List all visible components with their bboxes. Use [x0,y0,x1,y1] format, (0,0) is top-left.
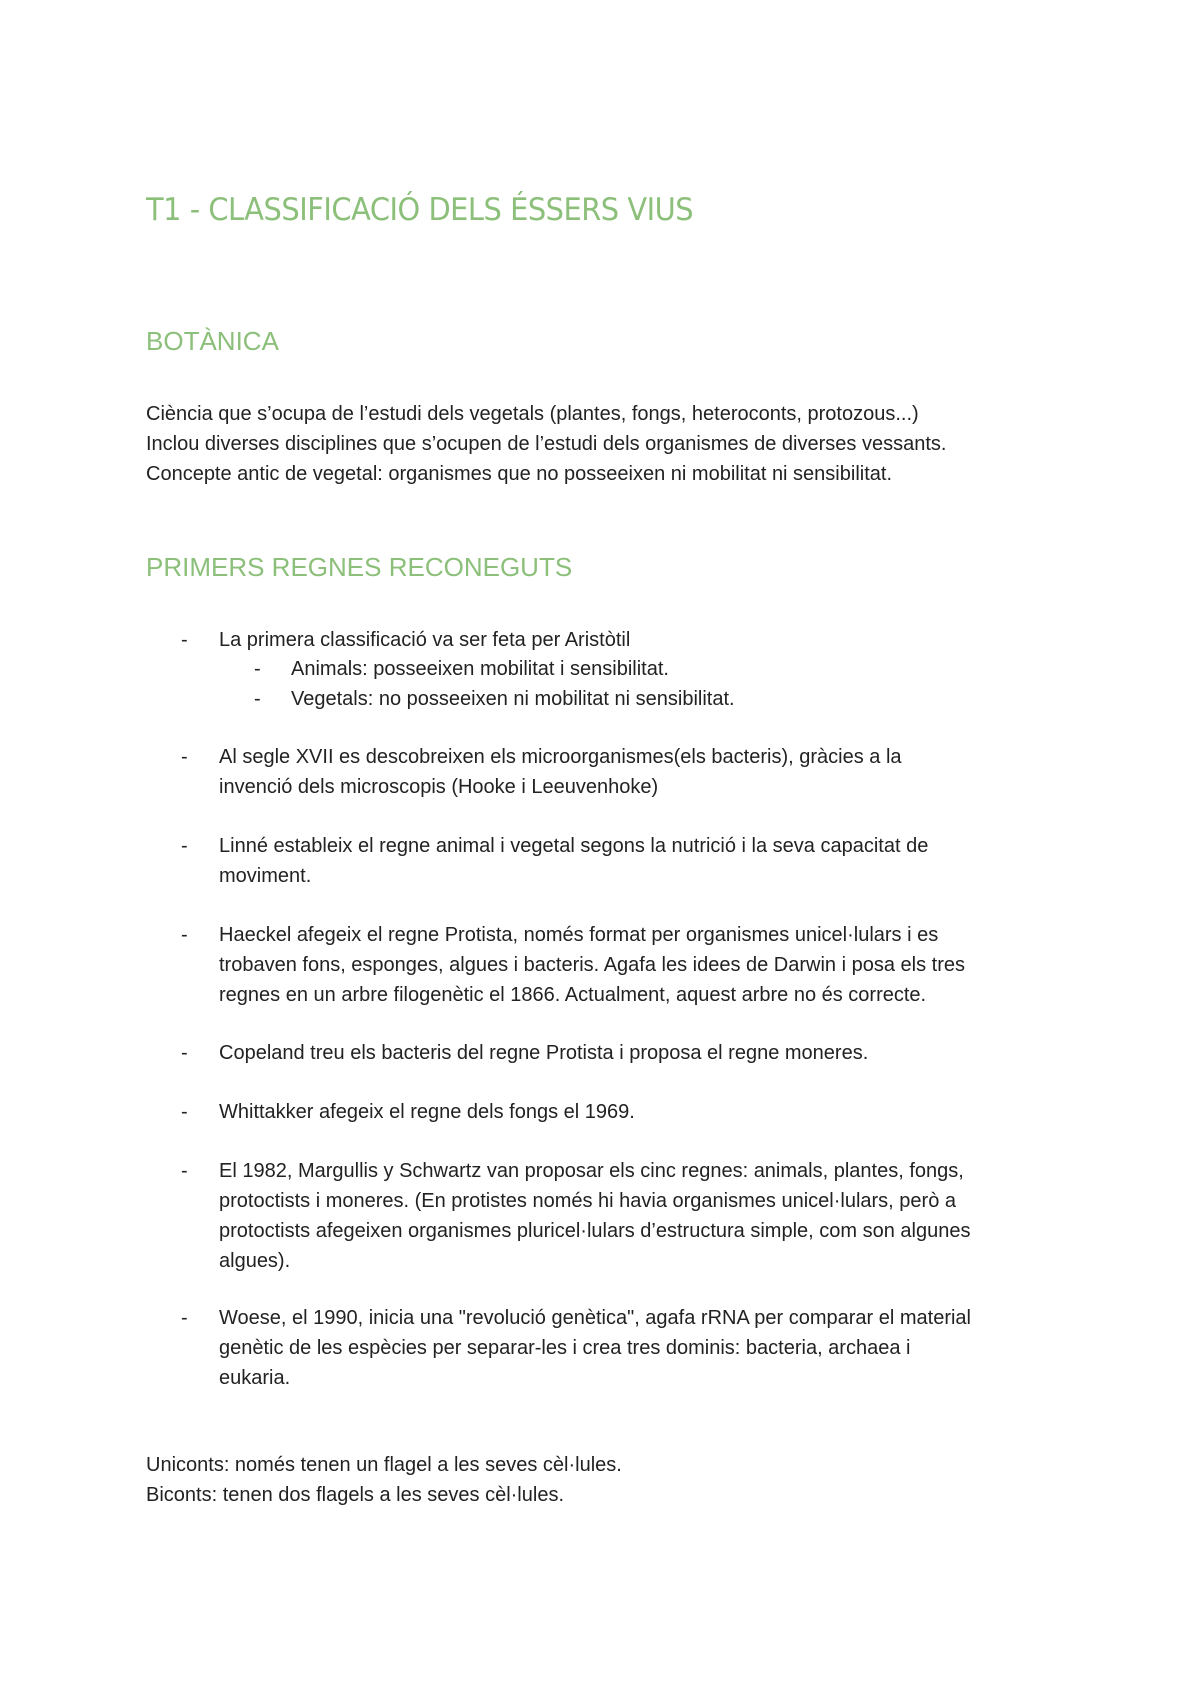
footer-paragraph [146,1450,622,1510]
list-item-line: La primera classificació va ser feta per Aristòtil [219,629,631,651]
list-item-text [219,920,1099,1010]
list-item-text [219,742,1099,802]
list-item-line: protoctists i moneres. (En protistes només hi havia organismes unicel·lulars, però a [219,1190,956,1212]
list-item-line: regnes en un arbre filogenètic el 1866. Actualment, aquest arbre no és correcte. [219,984,927,1006]
bullet-marker: - [181,746,188,768]
list-item-text [219,1038,1099,1068]
list-item-text [219,1156,1099,1276]
list-item-line: genètic de les espècies per separar-les i crea tres dominis: bacteria, archaea i [219,1337,911,1359]
list-item-line: Copeland treu els bacteris del regne Protista i proposa el regne moneres. [219,1042,869,1064]
bullet-marker: - [181,924,188,946]
bullet-marker: - [181,835,188,857]
list-item-line: invenció dels microscopis (Hooke i Leeuvenhoke) [219,776,659,798]
paragraph-line: Ciència que s’ocupa de l’estudi dels vegetals (plantes, fongs, heteroconts, protozous...) [146,403,919,425]
bullet-marker: - [181,1042,188,1064]
list-item-line: moviment. [219,865,312,887]
document-title: T1 - CLASSIFICACIÓ DELS ÉSSERS VIUS [146,192,694,228]
bullet-marker: - [181,1101,188,1123]
list-item-text [219,625,1099,655]
paragraph-line: Inclou diverses disciplines que s’ocupen de l’estudi dels organismes de diverses vessants. [146,433,947,455]
section-heading-primers-regnes: PRIMERS REGNES RECONEGUTS [146,552,573,582]
section-heading-botanica: BOTÀNICA [146,326,279,356]
list-item-text [219,1097,1099,1127]
list-item-line: protoctists afegeixen organismes pluricel·lulars d’estructura simple, com son algunes [219,1220,971,1242]
list-item-line: trobaven fons, esponges, algues i bacteris. Agafa les idees de Darwin i posa els tres [219,954,965,976]
list-item-line: eukaria. [219,1367,291,1389]
list-item-line: algues). [219,1250,291,1272]
list-item-line: Al segle XVII es descobreixen els microorganismes(els bacteris), gràcies a la [219,746,902,768]
list-item-line: Linné estableix el regne animal i vegetal segons la nutrició i la seva capacitat de [219,835,929,857]
list-item-line: Whittakker afegeix el regne dels fongs el 1969. [219,1101,635,1123]
list-item-text [219,1303,1099,1393]
bullet-marker: - [181,1160,188,1182]
bullet-marker: - [254,658,261,680]
list-item-line: Woese, el 1990, inicia una "revolució genètica", agafa rRNA per comparar el material [219,1307,972,1329]
botanica-paragraph [146,399,946,489]
list-item-line: El 1982, Margullis y Schwartz van proposar els cinc regnes: animals, plantes, fongs, [219,1160,964,1182]
paragraph-line: Biconts: tenen dos flagels a les seves cèl·lules. [146,1484,564,1506]
sub-list-item-text: Animals: posseeixen mobilitat i sensibilitat. [291,658,669,680]
paragraph-line: Uniconts: només tenen un flagel a les seves cèl·lules. [146,1454,622,1476]
paragraph-line: Concepte antic de vegetal: organismes que no posseeixen ni mobilitat ni sensibilitat. [146,463,892,485]
bullet-marker: - [254,688,261,710]
list-item-line: Haeckel afegeix el regne Protista, només format per organismes unicel·lulars i es [219,924,939,946]
sub-list-item-text: Vegetals: no posseeixen ni mobilitat ni sensibilitat. [291,688,735,710]
bullet-marker: - [181,1307,188,1329]
list-item-text [219,831,1099,891]
bullet-marker: - [181,629,188,651]
